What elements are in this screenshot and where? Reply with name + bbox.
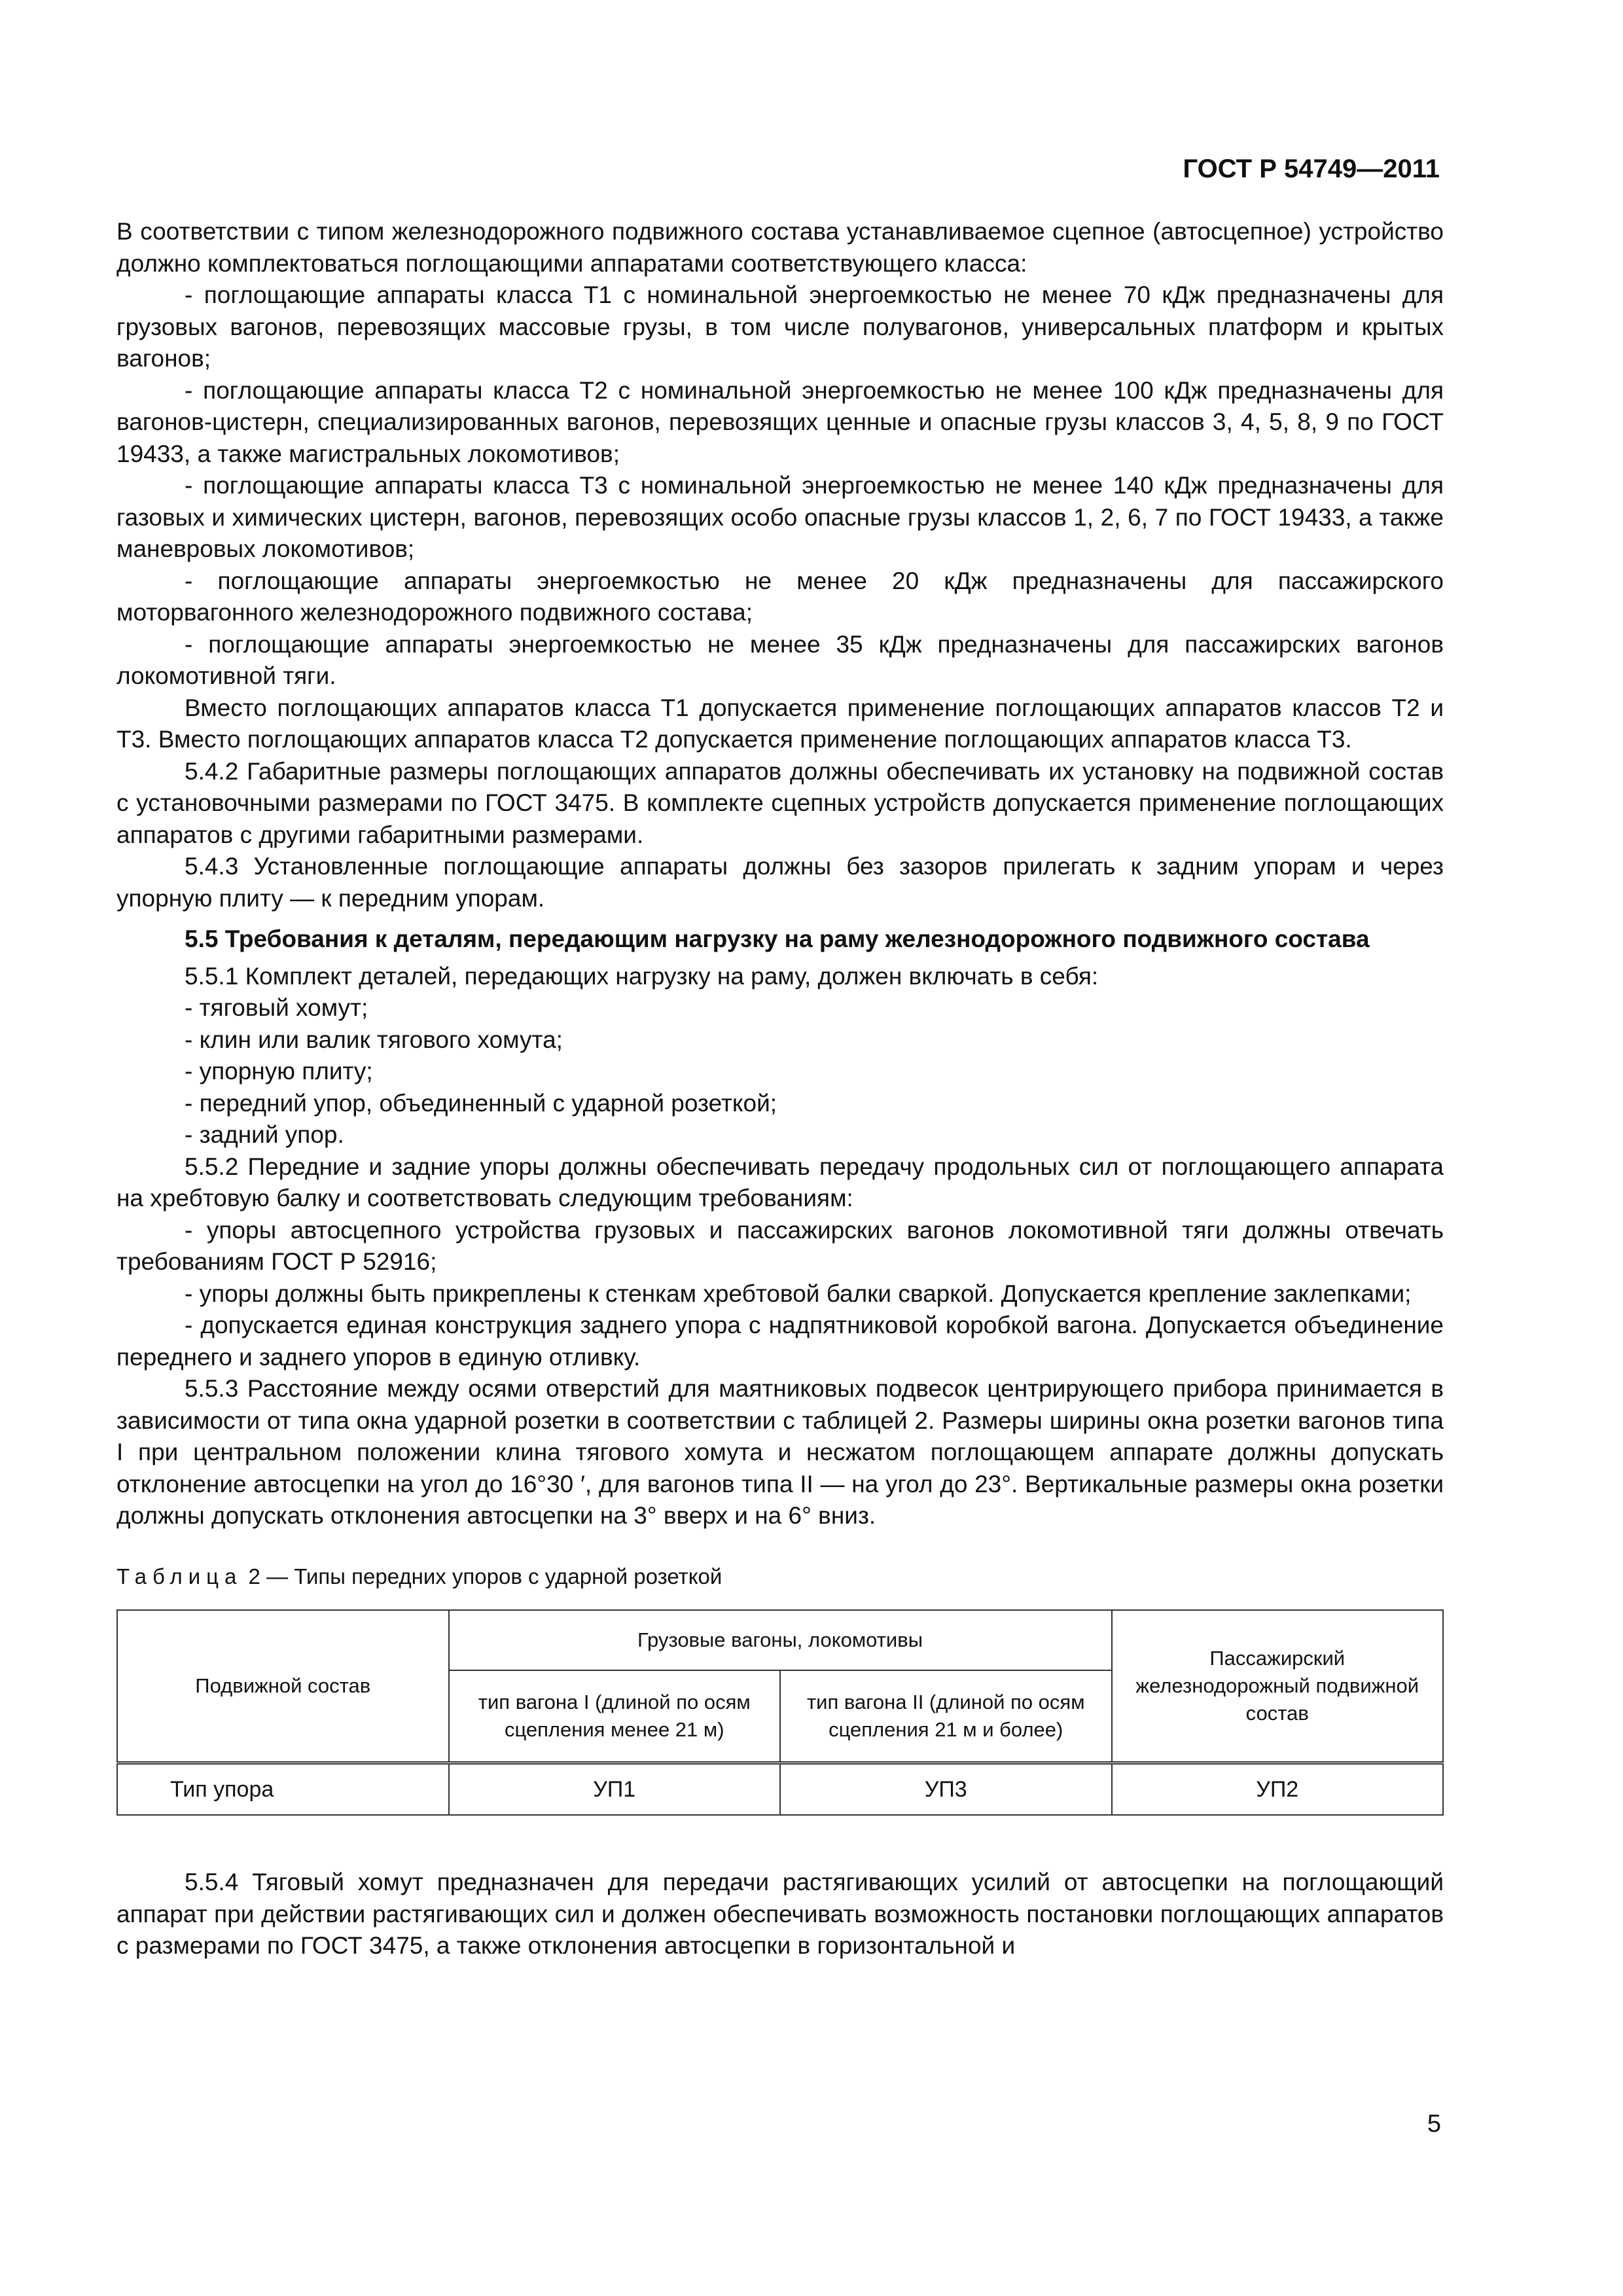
header-rolling-stock: Подвижной состав — [117, 1610, 449, 1763]
table-cell: УП3 — [780, 1763, 1112, 1816]
page-number: 5 — [1427, 2110, 1441, 2138]
list-item: - допускается единая конструкция заднего упора с надпятниковой коробкой вагона. Допускается объединение переднего и заднего упоров в единую отливку. — [116, 1312, 1444, 1371]
list-item: - тяговый хомут; — [185, 994, 368, 1021]
paragraph: Вместо поглощающих аппаратов класса Т1 допускается применение поглощающих аппаратов классов Т2 и Т3. Вместо поглощающих аппаратов класса Т2 допускается применение поглощающих аппаратов класса Т3. — [116, 694, 1444, 753]
list-item: - задний упор. — [185, 1121, 344, 1148]
table-caption-label: Таблица — [116, 1564, 243, 1588]
table-caption-text: 2 — Типы передних упоров с ударной розеткой — [242, 1564, 722, 1588]
table-2 — [116, 1609, 1444, 1816]
list-item: - упоры должны быть прикреплены к стенкам хребтовой балки сваркой. Допускается крепление заклепками; — [185, 1280, 1412, 1307]
document-designation: ГОСТ Р 54749—2011 — [1183, 154, 1440, 183]
table-cell: УП2 — [1112, 1763, 1444, 1816]
clause-5-4-2: 5.4.2 Габаритные размеры поглощающих аппаратов должны обеспечивать их установку на подвижной состав с установочными размерами по ГОСТ 3475. В комплекте сцепных устройств допускается применение поглощающих аппаратов с другими габаритными размерами. — [116, 757, 1444, 848]
list-item: - поглощающие аппараты энергоемкостью не менее 20 кДж предназначены для пассажирского моторвагонного железнодорожного подвижного состава; — [116, 567, 1444, 626]
list-item: - поглощающие аппараты класса Т2 с номинальной энергоемкостью не менее 100 кДж предназначены для вагонов-цистерн, специализированных вагонов, перевозящих ценные и опасные грузы классов 3, 4, 5, 8, 9 по ГОСТ 19433, а также магистральных локомотивов; — [116, 376, 1444, 467]
row-label: Тип упора — [117, 1763, 449, 1816]
paragraph: В соответствии с типом железнодорожного подвижного состава устанавливаемое сцепное (автосцепное) устройство должно комплектоваться поглощающими аппаратами соответствующего класса: — [116, 218, 1444, 277]
list-item: - передний упор, объединенный с ударной розеткой; — [185, 1089, 777, 1117]
list-item: - упорную плиту; — [185, 1058, 373, 1085]
header-wagon-type-2: тип вагона II (длиной по осям сцепления 21 м и более) — [780, 1670, 1112, 1763]
clause-5-4-3: 5.4.3 Установленные поглощающие аппараты должны без зазоров прилегать к задним упорам и через упорную плиту — к передним упорам. — [116, 853, 1444, 912]
document-body — [116, 216, 1444, 1962]
table-row — [117, 1763, 1443, 1816]
list-item: - упоры автосцепного устройства грузовых и пассажирских вагонов локомотивной тяги должны отвечать требованиям ГОСТ Р 52916; — [116, 1216, 1444, 1275]
clause-5-5-1: 5.5.1 Комплект деталей, передающих нагрузку на раму, должен включать в себя: — [185, 962, 1099, 990]
section-heading: 5.5 Требования к деталям, передающим нагрузку на раму железнодорожного подвижного состава — [185, 925, 1370, 952]
table-cell: УП1 — [449, 1763, 781, 1816]
list-item: - поглощающие аппараты энергоемкостью не менее 35 кДж предназначены для пассажирских вагонов локомотивной тяги. — [116, 630, 1444, 689]
list-item: - поглощающие аппараты класса Т1 с номинальной энергоемкостью не менее 70 кДж предназначены для грузовых вагонов, перевозящих массовые грузы, в том числе полувагонов, универсальных платформ и крытых вагонов; — [116, 281, 1444, 372]
header-passenger: Пассажирский железнодорожный подвижной состав — [1112, 1610, 1444, 1763]
header-wagon-type-1: тип вагона I (длиной по осям сцепления менее 21 м) — [449, 1670, 781, 1763]
clause-5-5-2: 5.5.2 Передние и задние упоры должны обеспечивать передачу продольных сил от поглощающего аппарата на хребтовую балку и соответствовать следующим требованиям: — [116, 1153, 1444, 1211]
table-header-row — [117, 1610, 1443, 1670]
table-caption — [116, 1561, 1444, 1593]
clause-5-5-4: 5.5.4 Тяговый хомут предназначен для передачи растягивающих усилий от автосцепки на поглощающий аппарат при действии растягивающих сил и должен обеспечивать возможность постановки поглощающих аппаратов с размерами по ГОСТ 3475, а также отклонения автосцепки в горизонтальной и — [116, 1869, 1444, 1959]
clause-5-5-3: 5.5.3 Расстояние между осями отверстий для маятниковых подвесок центрирующего прибора принимается в зависимости от типа окна ударной розетки в соответствии с таблицей 2. Размеры ширины окна розетки вагонов типа I при центральном положении клина тягового хомута и несжатом поглощающем аппарате должны допускать отклонение автосцепки на угол до 16°30 ′, для вагонов типа II — на угол до 23°. Вертикальные размеры окна розетки должны допускать отклонения автосцепки на 3° вверх и на 6° вниз. — [116, 1375, 1444, 1529]
header-freight-group: Грузовые вагоны, локомотивы — [449, 1610, 1112, 1670]
list-item: - поглощающие аппараты класса Т3 с номинальной энергоемкостью не менее 140 кДж предназначены для газовых и химических цистерн, вагонов, перевозящих особо опасные грузы классов 1, 2, 6, 7 по ГОСТ 19433, а также маневровых локомотивов; — [116, 472, 1444, 562]
list-item: - клин или валик тягового хомута; — [185, 1026, 563, 1053]
